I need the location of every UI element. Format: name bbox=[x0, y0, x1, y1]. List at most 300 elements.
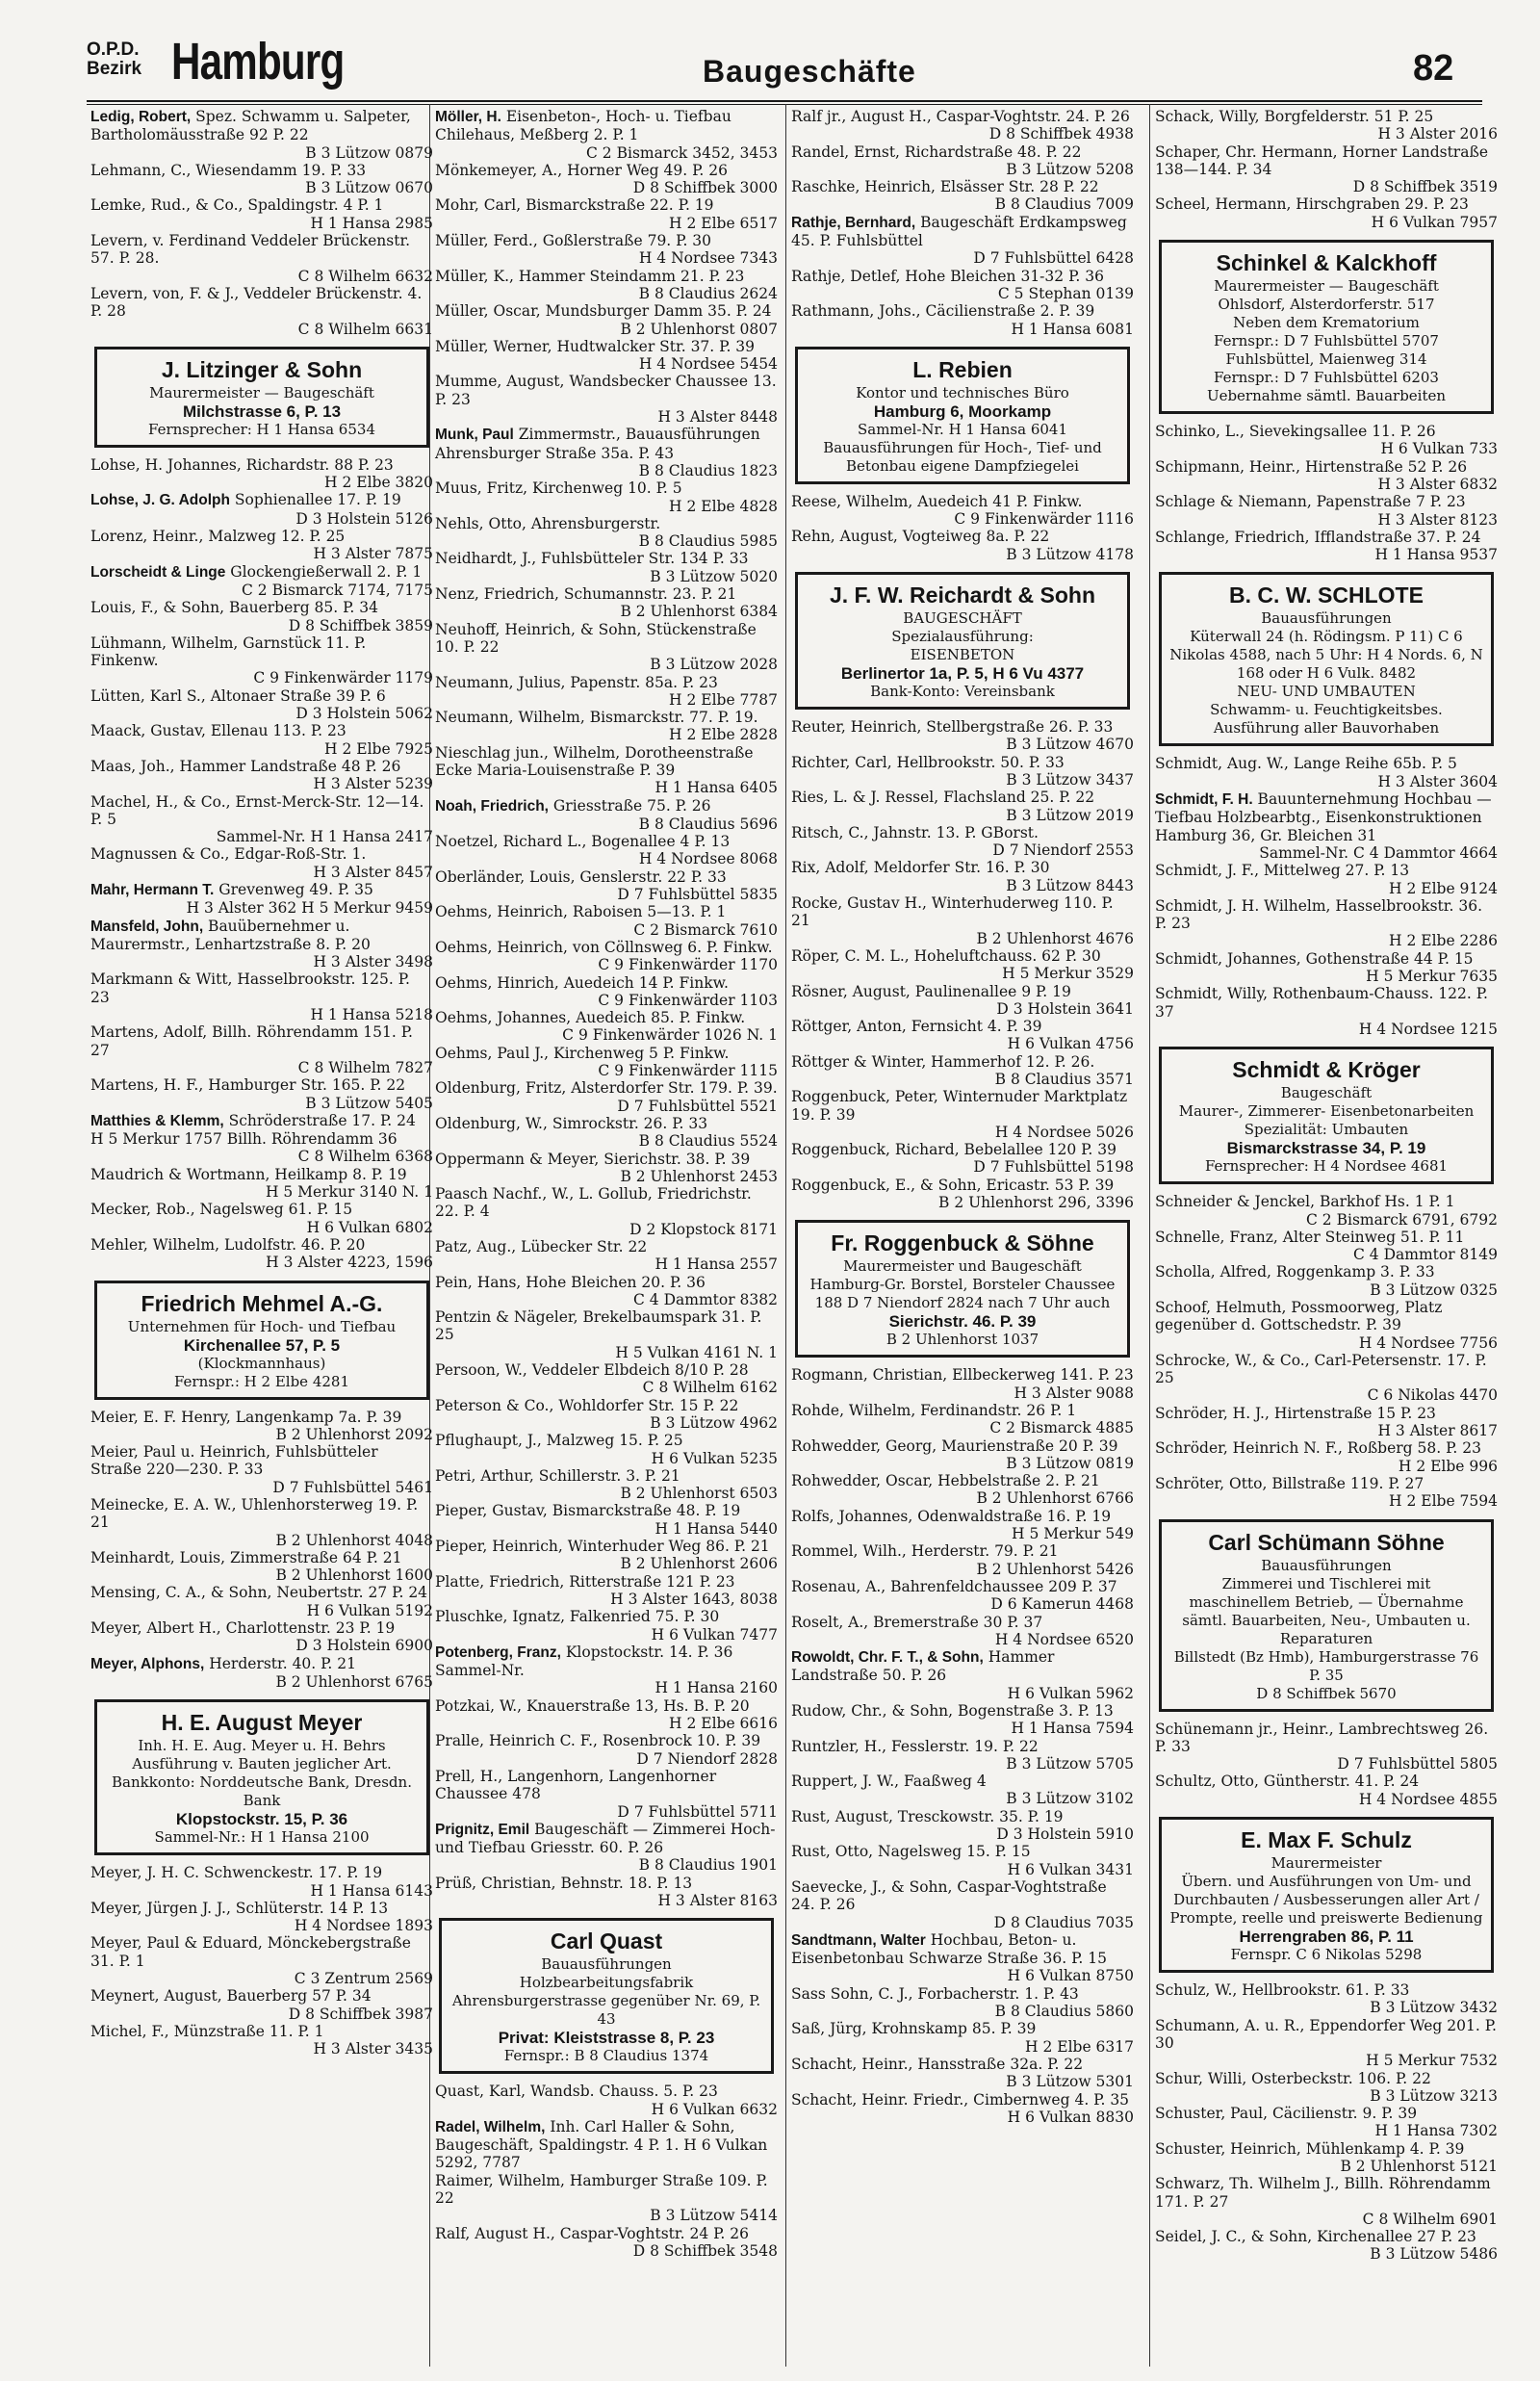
directory-entry bbox=[1155, 1721, 1498, 1773]
directory-entry bbox=[791, 1366, 1134, 1402]
header-rule bbox=[87, 100, 1482, 102]
entry-address: Rocke, Gustav H., Winterhuderweg 110. P. 21 bbox=[791, 894, 1114, 930]
directory-entry bbox=[791, 178, 1134, 214]
entry-firm-name: Mahr, Hermann T. bbox=[90, 881, 215, 898]
entry-phone: H 1 Hansa 6081 bbox=[1011, 320, 1134, 338]
ad-line: Ausführung v. Bauten jeglicher Art. Bankkonto: Norddeutsche Bank, Dresdn. Bank bbox=[112, 1755, 412, 1810]
entry-phone: D 8 Schiffbek 3859 bbox=[288, 616, 433, 634]
entry-address: Meier, Paul u. Heinrich, Fuhlsbütteler Straße 220—230. P. 33 bbox=[90, 1443, 378, 1479]
directory-entry bbox=[791, 1578, 1134, 1614]
entry-address: Sass Sohn, C. J., Forbacherstr. 1. P. 43 bbox=[791, 1984, 1079, 2003]
entry-address: Schack, Willy, Borgfelderstr. 51 P. 25 bbox=[1155, 108, 1434, 125]
entry-phone: C 2 Bismarck 7174, 7175 bbox=[242, 581, 433, 599]
directory-entry bbox=[435, 2083, 778, 2118]
advertisement-box bbox=[94, 347, 429, 448]
directory-entry bbox=[1155, 950, 1498, 986]
entry-phone: H 2 Elbe 3820 bbox=[324, 474, 433, 492]
entry-address: Pflughaupt, J., Malzweg 15. P. 25 bbox=[435, 1432, 683, 1450]
entry-phone: H 3 Alster 3435 bbox=[313, 2040, 433, 2058]
entry-address: Rosenau, A., Bahrenfeldchaussee 209 P. 37 bbox=[791, 1577, 1117, 1595]
entry-phone: H 6 Vulkan 5192 bbox=[306, 1601, 433, 1619]
directory-entry bbox=[90, 2023, 433, 2058]
entry-address: Schinko, L., Sievekingsallee 11. P. 26 bbox=[1155, 423, 1436, 441]
ad-line: Fuhlsbüttel, Maienweg 314 bbox=[1225, 350, 1427, 369]
directory-entry bbox=[90, 285, 433, 338]
entry-phone: D 3 Holstein 6900 bbox=[295, 1637, 433, 1655]
entry-phone: B 2 Uhlenhorst 6766 bbox=[976, 1489, 1134, 1508]
entry-address: Petri, Arthur, Schillerstr. 3. P. 21 bbox=[435, 1466, 680, 1485]
entry-phone: H 1 Hansa 5440 bbox=[654, 1519, 778, 1538]
entry-phone: H 2 Elbe 6616 bbox=[669, 1715, 778, 1733]
directory-entry bbox=[791, 789, 1134, 824]
entry-phone: H 3 Alster 1643, 8038 bbox=[610, 1590, 778, 1608]
directory-entry bbox=[435, 1432, 778, 1467]
entry-address: Rohwedder, Oscar, Hebbelstraße 2. P. 21 bbox=[791, 1472, 1100, 1490]
entry-phone: H 2 Elbe 9124 bbox=[1389, 879, 1498, 897]
entry-address: Schacht, Heinr., Hansstraße 32a. P. 22 bbox=[791, 2055, 1084, 2073]
entry-phone: B 3 Lützow 0325 bbox=[1370, 1281, 1498, 1299]
directory-entry bbox=[791, 947, 1134, 983]
directory-entry bbox=[791, 1702, 1134, 1738]
entry-phone: H 3 Alster 4223, 1596 bbox=[266, 1254, 433, 1272]
entry-address: Spez. Schwamm u. Salpeter, Bartholomäusstraße 92 P. 22 bbox=[90, 108, 411, 144]
directory-entry bbox=[791, 1141, 1134, 1177]
entry-address: Martens, H. F., Hamburger Str. 165. P. 22 bbox=[90, 1076, 406, 1095]
ad-line: Herrengraben 86, P. 11 bbox=[1239, 1928, 1414, 1947]
entry-address: Potzkai, W., Knauerstraße 13, Hs. B. P. 20 bbox=[435, 1696, 750, 1715]
entry-address: Röttger, Anton, Fernsicht 4. P. 39 bbox=[791, 1018, 1042, 1036]
entry-firm-name: Potenberg, Franz, bbox=[435, 1643, 561, 1661]
directory-entry bbox=[90, 881, 433, 918]
ad-line: Fernspr.: D 7 Fuhlsbüttel 6203 bbox=[1214, 369, 1439, 387]
entry-phone: H 1 Hansa 5218 bbox=[310, 1006, 433, 1024]
ad-line: Fernspr.: D 7 Fuhlsbüttel 5707 bbox=[1214, 332, 1439, 350]
directory-entry bbox=[791, 214, 1134, 268]
directory-entry bbox=[90, 108, 433, 162]
advertisement-box bbox=[795, 572, 1130, 710]
entry-address: Patz, Aug., Lübecker Str. 22 bbox=[435, 1238, 648, 1255]
entry-phone: H 3 Alster 8448 bbox=[657, 408, 778, 427]
entry-phone: C 4 Dammtor 8382 bbox=[633, 1290, 778, 1308]
entry-phone: C 3 Zentrum 2569 bbox=[294, 1970, 433, 1988]
entry-address: Rudow, Chr., & Sohn, Bogenstraße 3. P. 13 bbox=[791, 1702, 1114, 1720]
directory-entry bbox=[435, 515, 778, 551]
entry-phone: C 6 Nikolas 4470 bbox=[1367, 1386, 1498, 1405]
entry-address: Rösner, August, Paulinenallee 9 P. 19 bbox=[791, 982, 1071, 1000]
entry-address: Ralf jr., August H., Caspar-Voghtstr. 24. P. 26 bbox=[791, 108, 1130, 125]
directory-entry bbox=[435, 1502, 778, 1538]
entry-phone: B 2 Uhlenhorst 0807 bbox=[620, 320, 778, 338]
directory-entry bbox=[1155, 1773, 1498, 1808]
ad-line: Hamburg-Gr. Borstel, Borsteler Chaussee 188 D 7 Niendorf 2824 nach 7 Uhr auch bbox=[809, 1276, 1116, 1312]
entry-address: Schmidt, Johannes, Gothenstraße 44 P. 15 bbox=[1155, 949, 1474, 968]
directory-entry bbox=[435, 1079, 778, 1115]
entry-address: Schröderstraße 17. P. 24 H 5 Merkur 1757 Billh. Röhrendamm 36 bbox=[90, 1111, 416, 1149]
entry-phone: H 6 Vulkan 733 bbox=[1380, 440, 1498, 458]
advertisement-box bbox=[94, 1699, 429, 1855]
entry-address: Schulz, W., Hellbrookstr. 61. P. 33 bbox=[1155, 1981, 1410, 2000]
directory-entry bbox=[435, 797, 778, 834]
directory-entry bbox=[1155, 108, 1498, 143]
directory-entry bbox=[90, 599, 433, 634]
entry-phone: H 3 Alster 8617 bbox=[1377, 1422, 1498, 1440]
directory-entry bbox=[435, 196, 778, 232]
entry-firm-name: Lohse, J. G. Adolph bbox=[90, 492, 230, 509]
entry-address: Schacht, Heinr. Friedr., Cimbernweg 4. P. 35 bbox=[791, 2090, 1130, 2109]
entry-firm-name: Mansfeld, John, bbox=[90, 918, 204, 935]
entry-address: Meier, E. F. Henry, Langenkamp 7a. P. 39 bbox=[90, 1408, 402, 1426]
entry-phone: H 5 Merkur 7635 bbox=[1366, 968, 1498, 986]
entry-address: Neuhoff, Heinrich, & Sohn, Stückenstraße 10. P. 22 bbox=[435, 620, 757, 656]
entry-phone: B 3 Lützow 0879 bbox=[305, 143, 433, 162]
entry-address: Schuster, Paul, Cäcilienstr. 9. P. 39 bbox=[1155, 2105, 1418, 2123]
entry-phone: C 8 Wilhelm 6632 bbox=[297, 267, 433, 285]
directory-entry bbox=[791, 302, 1134, 338]
entry-address: Inh. Carl Haller & Sohn, Baugeschäft, Spaldingstr. 4 P. 1. H 6 Vulkan 5292, 7787 bbox=[435, 2117, 768, 2172]
entry-phone: H 5 Merkur 7532 bbox=[1366, 2052, 1498, 2070]
ad-firm-name: B. C. W. SCHLOTE bbox=[1229, 582, 1424, 608]
entry-phone: B 2 Uhlenhorst 1600 bbox=[275, 1566, 433, 1585]
ad-firm-name: E. Max F. Schulz bbox=[1241, 1827, 1412, 1853]
entry-phone: B 2 Uhlenhorst 2092 bbox=[275, 1425, 433, 1443]
entry-phone: H 2 Elbe 2286 bbox=[1389, 932, 1498, 950]
entry-phone: H 2 Elbe 996 bbox=[1398, 1457, 1498, 1475]
ad-line: B 2 Uhlenhorst 1037 bbox=[886, 1331, 1040, 1349]
entry-address: Schmidt, J. F., Mittelweg 27. P. 13 bbox=[1155, 862, 1410, 880]
entry-phone: H 6 Vulkan 5235 bbox=[651, 1449, 778, 1467]
entry-phone: D 8 Schiffbek 3987 bbox=[288, 2005, 433, 2023]
entry-phone: B 2 Uhlenhorst 2453 bbox=[620, 1167, 778, 1185]
entry-phone: C 2 Bismarck 3452, 3453 bbox=[586, 143, 778, 162]
entry-phone: H 4 Nordsee 8068 bbox=[638, 850, 778, 868]
entry-phone: C 2 Bismarck 7610 bbox=[633, 920, 778, 939]
entry-phone: B 3 Lützow 3437 bbox=[1006, 770, 1134, 789]
entry-address: Schur, Willi, Osterbeckstr. 106. P. 22 bbox=[1155, 2069, 1431, 2087]
entry-address: Saevecke, J., & Sohn, Caspar-Voghtstraße 24. P. 26 bbox=[791, 1877, 1107, 1914]
entry-phone: D 7 Niendorf 2553 bbox=[992, 841, 1134, 860]
entry-phone: C 5 Stephan 0139 bbox=[997, 284, 1134, 302]
directory-entry bbox=[435, 1009, 778, 1045]
directory-entry bbox=[90, 528, 433, 563]
advertisement-box bbox=[1159, 1047, 1494, 1184]
ad-line: Bauausführungen bbox=[1261, 609, 1392, 628]
directory-entry bbox=[791, 1931, 1134, 1985]
directory-entry bbox=[435, 1643, 778, 1697]
entry-address: Oehms, Heinrich, Raboisen 5—13. P. 1 bbox=[435, 903, 727, 921]
ad-firm-name: Carl Quast bbox=[550, 1928, 663, 1954]
entry-address: Persoon, W., Veddeler Elbdeich 8/10 P. 28 bbox=[435, 1361, 749, 1380]
entry-address: Peterson & Co., Wohldorfer Str. 15 P. 22 bbox=[435, 1396, 739, 1414]
entry-address: Ries, L. & J. Ressel, Flachsland 25. P. 22 bbox=[791, 789, 1095, 807]
ad-line: (Klockmannhaus) bbox=[197, 1354, 326, 1372]
ad-line: Ahrensburgerstrasse gegenüber Nr. 69, P. 43 bbox=[451, 1992, 761, 2029]
entry-address: Meyer, Paul & Eduard, Mönckebergstraße 31. P. 1 bbox=[90, 1934, 411, 1970]
ad-line: EISENBETON bbox=[910, 646, 1015, 664]
entry-phone: B 8 Claudius 3571 bbox=[994, 1070, 1134, 1088]
directory-entry bbox=[435, 1608, 778, 1643]
entry-address: Griesstraße 75. P. 26 bbox=[549, 796, 711, 815]
directory-entry bbox=[791, 493, 1134, 529]
advertisement-box bbox=[795, 347, 1130, 484]
entry-address: Eisenbeton-, Hoch- u. Tiefbau Chilehaus, Meßberg 2. P. 1 bbox=[435, 108, 732, 144]
entry-phone: B 3 Lützow 4962 bbox=[650, 1413, 778, 1432]
directory-entry bbox=[1155, 1193, 1498, 1229]
entry-address: Mumme, August, Wandsbecker Chaussee 13. P. 23 bbox=[435, 373, 777, 408]
directory-entry bbox=[791, 718, 1134, 754]
entry-address: Noetzel, Richard L., Bogenallee 4 P. 13 bbox=[435, 833, 731, 851]
entry-address: Schmidt, Willy, Rothenbaum-Chauss. 122. P. 37 bbox=[1155, 985, 1488, 1021]
entry-phone: D 6 Kamerun 4468 bbox=[990, 1595, 1134, 1614]
entry-address: Schneider & Jenckel, Barkhof Hs. 1 P. 1 bbox=[1155, 1193, 1455, 1211]
ad-line: Fernspr.: H 2 Elbe 4281 bbox=[173, 1372, 350, 1390]
directory-entry bbox=[90, 1655, 433, 1692]
entry-phone: C 9 Finkenwärder 1179 bbox=[253, 669, 433, 687]
directory-entry bbox=[435, 1185, 778, 1238]
entry-phone: C 9 Finkenwärder 1115 bbox=[598, 1062, 778, 1080]
entry-address: Oehms, Hinrich, Auedeich 14 P. Finkw. bbox=[435, 973, 729, 992]
entry-phone: H 5 Merkur 3140 N. 1 bbox=[265, 1183, 433, 1202]
entry-phone: B 8 Claudius 1823 bbox=[638, 461, 778, 479]
entry-phone: H 3 Alster 3604 bbox=[1377, 772, 1498, 790]
entry-address: Raschke, Heinrich, Elsässer Str. 28 P. 22 bbox=[791, 178, 1099, 196]
entry-phone: B 3 Lützow 3432 bbox=[1370, 1999, 1498, 2017]
entry-address: Röttger & Winter, Hammerhof 12. P. 26. bbox=[791, 1052, 1095, 1071]
entry-phone: H 4 Nordsee 7343 bbox=[638, 249, 778, 268]
ad-line: Zimmerei und Tischlerei mit maschinellem Betrieb, — Übernahme sämtl. Bauarbeiten, Neu-, Umbauten u. Reparaturen bbox=[1182, 1574, 1471, 1647]
ad-line: Bank-Konto: Vereinsbank bbox=[870, 683, 1055, 701]
entry-phone: H 4 Nordsee 6520 bbox=[994, 1630, 1134, 1648]
entry-phone: H 3 Alster 3498 bbox=[313, 953, 433, 971]
entry-address: Rust, Otto, Nagelsweg 15. P. 15 bbox=[791, 1843, 1031, 1861]
entry-address: Neumann, Wilhelm, Bismarckstr. 77. P. 19. bbox=[435, 709, 758, 727]
directory-entry bbox=[791, 1437, 1134, 1473]
entry-phone: H 4 Nordsee 5026 bbox=[994, 1123, 1134, 1141]
entry-address: Levern, v. Ferdinand Veddeler Brückenstr. 57. P. 28. bbox=[90, 232, 411, 268]
entry-phone: B 3 Lützow 4670 bbox=[1006, 736, 1134, 754]
entry-phone: D 7 Fuhlsbüttel 5805 bbox=[1337, 1755, 1498, 1773]
directory-entry bbox=[90, 1443, 433, 1496]
column-divider bbox=[1149, 104, 1150, 2367]
entry-phone: B 3 Lützow 5301 bbox=[1006, 2073, 1134, 2091]
directory-entry bbox=[435, 1361, 778, 1397]
directory-entry bbox=[435, 974, 778, 1010]
entry-address: Schrocke, W., & Co., Carl-Petersenstr. 17. P. 25 bbox=[1155, 1351, 1487, 1387]
entry-address: Richter, Carl, Hellbrookstr. 50. P. 33 bbox=[791, 753, 1065, 771]
entry-phone: B 3 Lützow 8443 bbox=[1006, 876, 1134, 894]
entry-address: Raimer, Wilhelm, Hamburger Straße 109. P. 22 bbox=[435, 2171, 768, 2208]
directory-entry bbox=[791, 1018, 1134, 1053]
entry-address: Sophienallee 17. P. 19 bbox=[229, 491, 401, 509]
entry-firm-name: Radel, Wilhelm, bbox=[435, 2118, 546, 2135]
column-3 bbox=[791, 108, 1134, 2126]
ad-line: Berlinertor 1a, P. 5, H 6 Vu 4377 bbox=[840, 664, 1085, 684]
directory-entry bbox=[1155, 1475, 1498, 1511]
directory-entry bbox=[791, 1472, 1134, 1508]
entry-phone: B 3 Lützow 5705 bbox=[1006, 1754, 1134, 1773]
entry-address: Oldenburg, W., Simrockstr. 26. P. 33 bbox=[435, 1114, 708, 1132]
ad-line: Bauausführungen bbox=[541, 1955, 672, 1974]
directory-entry bbox=[435, 868, 778, 904]
entry-address: Rust, August, Tresckowstr. 35. P. 19 bbox=[791, 1807, 1064, 1825]
entry-address: Schwarz, Th. Wilhelm J., Billh. Röhrendamm 171. P. 27 bbox=[1155, 2175, 1491, 2211]
directory-entry bbox=[1155, 790, 1498, 862]
page-header bbox=[0, 0, 1540, 101]
directory-entry bbox=[90, 1584, 433, 1619]
ad-line: Billstedt (Bz Hmb), Hamburgerstrasse 76 P. 35 bbox=[1173, 1647, 1479, 1684]
entry-address: Quast, Karl, Wandsb. Chauss. 5. P. 23 bbox=[435, 2083, 718, 2101]
directory-entry bbox=[90, 1619, 433, 1655]
entry-address: Schröter, Otto, Billstraße 119. P. 27 bbox=[1155, 1474, 1424, 1492]
entry-phone: C 8 Wilhelm 6368 bbox=[297, 1148, 433, 1166]
directory-entry bbox=[1155, 1405, 1498, 1440]
entry-phone: D 2 Klopstock 8171 bbox=[629, 1220, 778, 1238]
entry-phone: D 7 Fuhlsbüttel 5461 bbox=[272, 1478, 433, 1496]
ad-line: Milchstrasse 6, P. 13 bbox=[182, 401, 342, 421]
directory-entry bbox=[90, 1987, 433, 2023]
entry-phone: H 6 Vulkan 7477 bbox=[651, 1625, 778, 1643]
entry-phone: B 8 Claudius 5860 bbox=[994, 2003, 1134, 2021]
entry-address: Rathje, Detlef, Hohe Bleichen 31-32 P. 36 bbox=[791, 267, 1104, 285]
entry-address: Bauübernehmer u. Maurermstr., Lenhartzstraße 8. P. 20 bbox=[90, 917, 371, 953]
entry-address: Schmidt, J. H. Wilhelm, Hasselbrookstr. 36. P. 23 bbox=[1155, 896, 1482, 933]
directory-entry bbox=[791, 1808, 1134, 1844]
directory-entry bbox=[791, 1843, 1134, 1878]
entry-phone: B 2 Uhlenhorst 296, 3396 bbox=[938, 1194, 1134, 1212]
ad-firm-name: H. E. August Meyer bbox=[161, 1710, 363, 1736]
entry-phone: H 6 Vulkan 8750 bbox=[1007, 1967, 1134, 1985]
entry-address: Nieschlag jun., Wilhelm, Dorotheenstraße Ecke Maria-Louisenstraße P. 39 bbox=[435, 743, 754, 779]
directory-entry bbox=[1155, 897, 1498, 950]
entry-phone: H 1 Hansa 2985 bbox=[310, 214, 433, 232]
entry-phone: H 1 Hansa 7302 bbox=[1374, 2122, 1498, 2140]
directory-entry bbox=[90, 1864, 433, 1900]
entry-phone: D 8 Schiffbek 3519 bbox=[1352, 178, 1498, 196]
entry-firm-name: Sandtmann, Walter bbox=[791, 1931, 926, 1949]
advertisement-box bbox=[439, 1918, 774, 2074]
directory-entry bbox=[90, 491, 433, 528]
entry-phone: B 3 Lützow 3213 bbox=[1370, 2086, 1498, 2105]
entry-address: Müller, Werner, Hudtwalcker Str. 37. P. 39 bbox=[435, 337, 756, 355]
entry-address: Meynert, August, Bauerberg 57 P. 34 bbox=[90, 1987, 372, 2006]
entry-address: Mehler, Wilhelm, Ludolfstr. 46. P. 20 bbox=[90, 1235, 366, 1254]
entry-address: Maas, Joh., Hammer Landstraße 48 P. 26 bbox=[90, 757, 401, 775]
ad-firm-name: J. F. W. Reichardt & Sohn bbox=[829, 582, 1096, 608]
entry-address: Martens, Adolf, Billh. Röhrendamm 151. P. 27 bbox=[90, 1023, 413, 1059]
entry-phone: Sammel-Nr. H 1 Hansa 2417 bbox=[216, 828, 433, 846]
directory-entry bbox=[435, 1821, 778, 1875]
entry-address: Zimmermstr., Bauausführungen Ahrensburger Straße 35a. P. 43 bbox=[435, 426, 760, 462]
entry-phone: D 7 Fuhlsbüttel 5198 bbox=[973, 1158, 1134, 1177]
directory-entry bbox=[1155, 2017, 1498, 2070]
entry-phone: H 3 Alster 8457 bbox=[313, 863, 433, 881]
directory-entry bbox=[791, 1088, 1134, 1141]
entry-phone: D 7 Fuhlsbüttel 5711 bbox=[617, 1802, 778, 1821]
entry-address: Maudrich & Wortmann, Heilkamp 8. P. 19 bbox=[90, 1165, 407, 1183]
directory-entry bbox=[1155, 2228, 1498, 2264]
entry-phone: B 2 Uhlenhorst 6384 bbox=[620, 603, 778, 621]
directory-entry bbox=[435, 1308, 778, 1361]
directory-entry bbox=[90, 1201, 433, 1236]
directory-entry bbox=[791, 824, 1134, 860]
entry-phone: H 3 Alster 362 H 5 Merkur 9459 bbox=[186, 899, 433, 918]
entry-address: Scheel, Hermann, Hirschgraben 29. P. 23 bbox=[1155, 195, 1469, 214]
entry-firm-name: Noah, Friedrich, bbox=[435, 797, 549, 815]
ad-line: Fernspr.: B 8 Claudius 1374 bbox=[503, 2047, 709, 2065]
entry-phone: B 8 Claudius 7009 bbox=[994, 195, 1134, 214]
entry-address: Magnussen & Co., Edgar-Roß-Str. 1. bbox=[90, 845, 367, 864]
directory-entry bbox=[791, 1648, 1134, 1702]
entry-address: Bauunternehmung Hochbau — Tiefbau Holzbearbtg., Eisenkonstruktionen Hamburg 36, Gr. Bleichen 31 bbox=[1155, 790, 1492, 844]
entry-address: Schünemann jr., Heinr., Lambrechtsweg 26. P. 33 bbox=[1155, 1720, 1489, 1755]
directory-entry bbox=[1155, 493, 1498, 529]
directory-entry bbox=[791, 859, 1134, 894]
entry-address: Schnelle, Franz, Alter Steinweg 51. P. 11 bbox=[1155, 1228, 1465, 1246]
entry-phone: B 2 Uhlenhorst 6503 bbox=[620, 1485, 778, 1503]
directory-entry bbox=[435, 479, 778, 515]
directory-entry bbox=[435, 585, 778, 621]
entry-phone: B 3 Lützow 5208 bbox=[1006, 160, 1134, 178]
entry-address: Runtzler, H., Fesslerstr. 19. P. 22 bbox=[791, 1737, 1039, 1755]
directory-entry bbox=[90, 1023, 433, 1076]
entry-firm-name: Munk, Paul bbox=[435, 427, 514, 444]
entry-phone: H 1 Hansa 7594 bbox=[1011, 1720, 1134, 1738]
entry-address: Prüß, Christian, Behnstr. 18. P. 13 bbox=[435, 1874, 693, 1892]
entry-phone: H 6 Vulkan 4756 bbox=[1007, 1035, 1134, 1053]
directory-entry bbox=[791, 1878, 1134, 1931]
ad-line: Holzbearbeitungsfabrik bbox=[519, 1974, 694, 1992]
entry-address: Muus, Fritz, Kirchenweg 10. P. 5 bbox=[435, 479, 682, 498]
entry-phone: B 2 Uhlenhorst 2606 bbox=[620, 1555, 778, 1573]
directory-entry bbox=[1155, 985, 1498, 1038]
directory-entry bbox=[435, 268, 778, 303]
entry-phone: H 6 Vulkan 3431 bbox=[1007, 1860, 1134, 1878]
directory-entry bbox=[791, 528, 1134, 563]
entry-phone: C 8 Wilhelm 6901 bbox=[1362, 2210, 1498, 2228]
entry-phone: H 6 Vulkan 5962 bbox=[1007, 1684, 1134, 1702]
directory-entry bbox=[435, 550, 778, 585]
entry-phone: C 2 Bismarck 4885 bbox=[989, 1419, 1134, 1437]
entry-address: Pein, Hans, Hohe Bleichen 20. P. 36 bbox=[435, 1273, 706, 1291]
entry-address: Rathmann, Johs., Cäcilienstraße 2. P. 39 bbox=[791, 302, 1095, 321]
directory-entry bbox=[791, 894, 1134, 947]
entry-address: Schmidt, Aug. W., Lange Reihe 65b. P. 5 bbox=[1155, 755, 1457, 773]
entry-address: Schröder, H. J., Hirtenstraße 15 P. 23 bbox=[1155, 1404, 1436, 1422]
ad-line: Privat: Kleiststrasse 8, P. 23 bbox=[498, 2029, 715, 2048]
entry-address: Rix, Adolf, Meldorfer Str. 16. P. 30 bbox=[791, 859, 1050, 877]
directory-entry bbox=[435, 1115, 778, 1151]
directory-entry bbox=[90, 196, 433, 232]
directory-entry bbox=[791, 268, 1134, 303]
ad-firm-name: L. Rebien bbox=[912, 356, 1013, 382]
directory-entry bbox=[1155, 2140, 1498, 2176]
ad-line: Hamburg 6, Moorkamp bbox=[873, 401, 1052, 421]
entry-phone: H 2 Elbe 4828 bbox=[669, 497, 778, 515]
directory-entry bbox=[791, 1177, 1134, 1212]
entry-address: Paasch Nachf., W., L. Gollub, Friedrichstr. 22. P. 4 bbox=[435, 1185, 752, 1221]
entry-phone: B 3 Lützow 5414 bbox=[650, 2207, 778, 2225]
entry-address: Nehls, Otto, Ahrensburgerstr. bbox=[435, 514, 661, 532]
entry-phone: H 2 Elbe 6317 bbox=[1025, 2037, 1134, 2056]
ad-line: Maurer-, Zimmerer- Eisenbetonarbeiten bbox=[1178, 1102, 1475, 1121]
entry-phone: H 6 Vulkan 6802 bbox=[306, 1218, 433, 1236]
entry-phone: H 3 Alster 9088 bbox=[1014, 1384, 1134, 1402]
entry-phone: B 8 Claudius 5696 bbox=[638, 815, 778, 833]
entry-address: Roggenbuck, Richard, Bebelallee 120 P. 39 bbox=[791, 1141, 1116, 1159]
column-2 bbox=[435, 108, 778, 2260]
directory-entry bbox=[90, 722, 433, 758]
ad-line: Fernsprecher: H 1 Hansa 6534 bbox=[147, 420, 375, 438]
entry-address: Mönkemeyer, A., Horner Weg 49. P. 26 bbox=[435, 161, 728, 179]
